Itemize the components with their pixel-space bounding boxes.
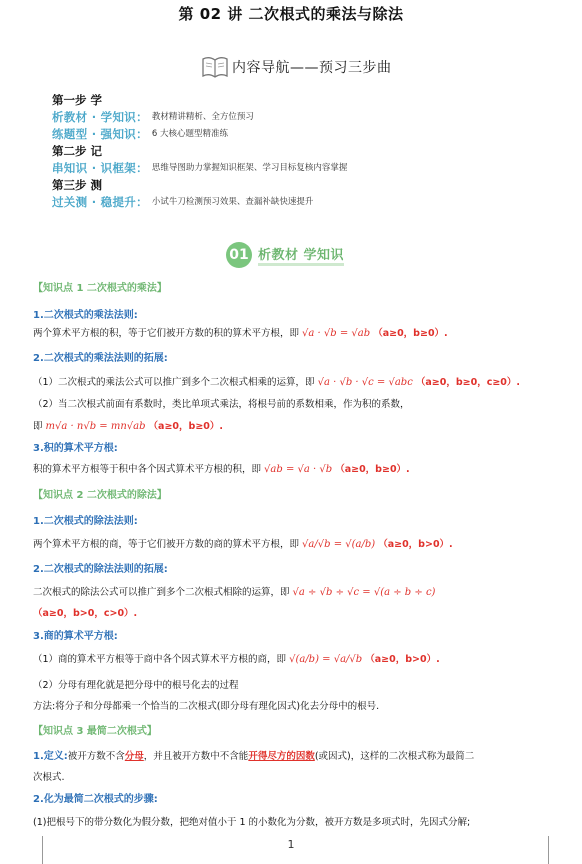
step-1b-value: 6 大核心题型精准练 <box>151 129 228 139</box>
kp1-line-3 <box>33 420 223 433</box>
step-1a <box>52 109 347 126</box>
step-3-heading: 第三步 测 <box>52 178 103 192</box>
kp2-line-1 <box>33 538 453 551</box>
kp3-line-1 <box>33 750 474 763</box>
kp2-text-4: （2）分母有理化就是把分母中的根号化去的过程 <box>33 680 239 691</box>
kp1-condition-1: （a≥0，b≥0）. <box>373 328 448 339</box>
steps-block <box>52 92 347 211</box>
kp2-formula-2: √a ÷ √b ÷ √c = √(a ÷ b ÷ c) <box>292 587 436 598</box>
kp2-condition-2: （a≥0，b>0，c>0）. <box>33 608 138 619</box>
book-icon <box>200 55 230 79</box>
step-2a <box>52 160 347 177</box>
step-3a-value: 小试牛刀检测预习效果、查漏补缺快速提升 <box>151 197 314 207</box>
step-2-heading: 第二步 记 <box>52 144 103 158</box>
kp1-formula-1: √a · √b = √ab <box>302 328 371 339</box>
kp1-text-4: 积的算术平方根等于积中各个因式算术平方根的积，即 <box>33 464 262 475</box>
step-2a-key: 串知识 · 识框架： <box>52 161 148 175</box>
kp2-title: 【知识点 2 二次根式的除法】 <box>33 490 167 501</box>
step-1a-key: 析教材 · 学知识： <box>52 110 148 124</box>
section-number: 01 <box>226 242 252 268</box>
kp1-text-3b: 即 <box>33 421 43 432</box>
step-1a-value: 教材精讲精析、全方位预习 <box>151 112 254 122</box>
step-1-heading: 第一步 学 <box>52 93 103 107</box>
kp3-text-1e: (或因式)，这样的二次根式称为最简二 <box>314 751 475 762</box>
kp3-text-1a: 被开方数不含 <box>67 751 125 762</box>
kp2-text-2: 二次根式的除法公式可以推广到多个二次根式相除的运算，即 <box>33 587 290 598</box>
step-3a <box>52 194 347 211</box>
step-2a-value: 思维导图助力掌握知识框架、学习目标复核内容掌握 <box>151 163 348 173</box>
kp3-keyword-denominator: 分母 <box>124 751 144 762</box>
kp1-heading-2: 2.二次根式的乘法法则的拓展: <box>33 353 168 364</box>
kp2-formula-3: √(a/b) = √a/√b <box>289 654 363 665</box>
kp2-heading-3: 3.商的算术平方根: <box>33 631 118 642</box>
page-title: 第 02 讲 二次根式的乘法与除法 <box>178 5 404 23</box>
kp2-text-3: （1）商的算术平方根等于商中各个因式算术平方根的商，即 <box>33 654 287 665</box>
kp1-condition-2: （a≥0，b≥0，c≥0）. <box>415 377 521 388</box>
section-badge <box>226 242 344 268</box>
kp1-title: 【知识点 1 二次根式的乘法】 <box>33 283 167 294</box>
section-label: 析教材 学知识 <box>258 244 344 266</box>
kp1-text-3: （2）当二次根式前面有系数时，类比单项式乘法，将根号前的系数相乘，作为积的系数， <box>33 399 410 410</box>
kp2-formula-1: √a/√b = √(a/b) <box>302 539 376 550</box>
kp2-text-1: 两个算术平方根的商，等于它们被开方数的商的算术平方根，即 <box>33 539 300 550</box>
kp1-heading-1: 1.二次根式的乘法法则: <box>33 310 138 321</box>
kp3-heading-1: 1.定义: <box>33 751 68 762</box>
kp3-title: 【知识点 3 最简二次根式】 <box>33 726 157 737</box>
content-nav <box>200 54 392 80</box>
kp2-line-2 <box>33 586 435 599</box>
kp2-text-5: 方法:将分子和分母都乘一个恰当的二次根式(即分母有理化因式)化去分母中的根号. <box>33 701 380 712</box>
kp3-text-1f: 次根式. <box>33 772 65 783</box>
kp3-keyword-factor: 开得尽方的因数 <box>248 751 315 762</box>
kp1-formula-3: m√a · n√b = mn√ab <box>45 421 146 432</box>
kp1-line-4 <box>33 463 410 476</box>
kp2-heading-2: 2.二次根式的除法法则的拓展: <box>33 564 168 575</box>
kp2-condition-3: （a≥0，b>0）. <box>365 654 440 665</box>
nav-label: 内容导航——预习三步曲 <box>232 60 392 76</box>
step-3a-key: 过关测 · 稳提升： <box>52 195 148 209</box>
kp2-condition-1: （a≥0，b>0）. <box>378 539 453 550</box>
kp2-line-3 <box>33 653 440 666</box>
kp3-heading-2: 2.化为最简二次根式的步骤: <box>33 794 158 805</box>
kp1-text-1: 两个算术平方根的积，等于它们被开方数的积的算术平方根，即 <box>33 328 300 339</box>
kp1-condition-4: （a≥0，b≥0）. <box>335 464 410 475</box>
kp1-heading-3: 3.积的算术平方根: <box>33 443 118 454</box>
kp1-line-1 <box>33 327 448 340</box>
kp2-heading-1: 1.二次根式的除法法则: <box>33 516 138 527</box>
kp1-line-2 <box>33 376 520 389</box>
kp2-line-2b <box>33 607 137 620</box>
kp1-formula-2: √a · √b · √c = √abc <box>317 377 413 388</box>
kp3-text-2: (1)把根号下的带分数化为假分数，把绝对值小于 1 的小数化为分数，被开方数是多项式时，先因式分解; <box>33 817 471 828</box>
step-1b <box>52 126 347 143</box>
kp3-text-1c: ，并且被开方数中不含能 <box>143 751 249 762</box>
kp1-condition-3: （a≥0，b≥0）. <box>148 421 224 432</box>
page-number: 1 <box>287 838 295 851</box>
kp1-text-2: （1）二次根式的乘法公式可以推广到多个二次根式相乘的运算，即 <box>33 377 315 388</box>
step-1b-key: 练题型 · 强知识： <box>52 127 148 141</box>
kp1-formula-4: √ab = √a · √b <box>264 464 333 475</box>
